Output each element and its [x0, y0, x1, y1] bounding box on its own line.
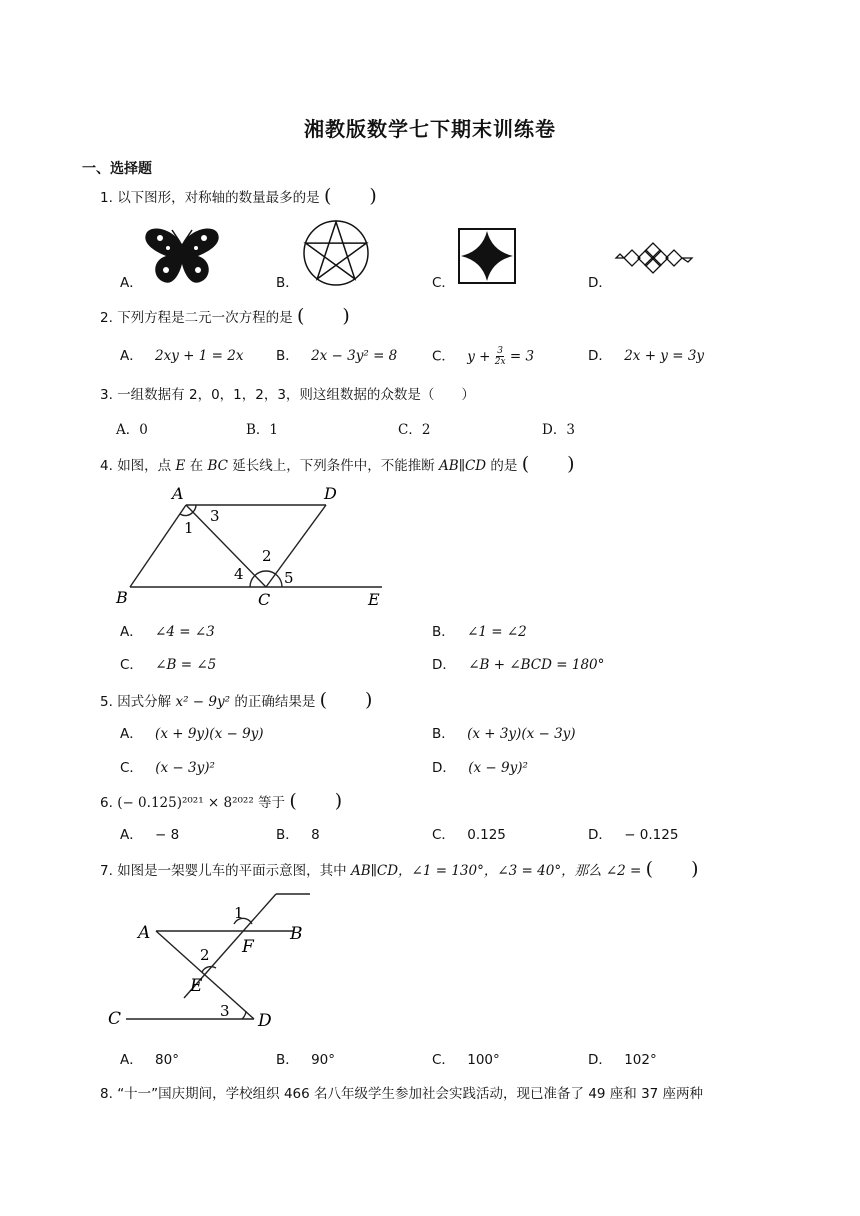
- question-number: 7.: [100, 863, 113, 879]
- point-b: B: [116, 588, 128, 607]
- option-c: [120, 758, 215, 778]
- option-d: D．3: [542, 422, 575, 438]
- option-label: C．: [120, 760, 143, 776]
- fraction-denominator: 2x: [494, 357, 506, 367]
- option-label: D．: [588, 1052, 612, 1068]
- option-value: ∠1 = ∠2: [467, 624, 527, 640]
- option-label: B．: [276, 348, 299, 364]
- parallel-condition: AB∥CD: [439, 458, 487, 474]
- option-label: B．: [276, 275, 299, 291]
- question-text: 以下图形，对称轴的数量最多的是: [117, 190, 320, 206]
- question-number: 2.: [100, 310, 113, 326]
- question-text: “十一”国庆期间，学校组织 466 名八年级学生参加社会实践活动，现已准备了 49 座和 37 座两种: [117, 1086, 704, 1102]
- option-c: C．2: [398, 422, 431, 438]
- star-in-square-icon: [458, 228, 516, 284]
- pentagram-in-circle-icon: [302, 219, 370, 287]
- option-value: (x + 9y)(x − 9y): [155, 726, 264, 742]
- question-text: 因式分解: [117, 694, 172, 710]
- angle-3-label: 3: [220, 1002, 230, 1020]
- expression: (− 0.125)²⁰²¹ × 8²⁰²²: [117, 795, 254, 811]
- question-1: [100, 186, 377, 208]
- option-label: C．: [120, 657, 143, 673]
- question-number: 5.: [100, 694, 113, 710]
- option-c: [432, 346, 534, 367]
- point-a: A: [172, 484, 184, 503]
- answer-paren: ( ): [645, 858, 699, 880]
- segment-label: BC: [207, 458, 228, 474]
- option-d: [588, 825, 678, 845]
- option-label: C．: [432, 348, 455, 365]
- option-label: C．: [432, 827, 455, 843]
- option-value: ∠B + ∠BCD = 180°: [468, 657, 605, 673]
- option-d: [588, 346, 704, 366]
- option-c: [120, 655, 216, 675]
- question-2: [100, 306, 350, 328]
- question-text: 延长线上，下列条件中，不能推断: [232, 458, 435, 474]
- angle-1-label: 1: [234, 904, 244, 922]
- option-label: B．: [276, 827, 299, 843]
- question-text: 的正确结果是: [234, 694, 316, 710]
- angle-4-label: 4: [234, 565, 244, 583]
- option-d: [588, 1050, 657, 1070]
- option-label: D．: [432, 760, 456, 776]
- question-4: [100, 454, 575, 476]
- option-value: 2x − 3y² = 8: [311, 348, 398, 364]
- question-text: 的是: [490, 458, 518, 474]
- option-label: B．: [432, 726, 455, 742]
- option-label: A．: [120, 726, 143, 742]
- question-number: 1.: [100, 190, 113, 206]
- angle-1-label: 1: [184, 519, 194, 537]
- option-value: (x + 3y)(x − 3y): [467, 726, 576, 742]
- option-a: [120, 724, 264, 744]
- question-8: [100, 1084, 703, 1104]
- question-text: 下列方程是二元一次方程的是: [117, 310, 293, 326]
- question-7: [100, 859, 699, 881]
- answer-paren: ( ): [319, 689, 373, 711]
- point-label: E: [175, 458, 186, 474]
- option-label: D．: [588, 348, 612, 364]
- question-text: 如图，点: [117, 458, 172, 474]
- option-label: A．: [120, 348, 143, 364]
- option-label: C．: [432, 275, 455, 291]
- angle-5-label: 5: [284, 569, 294, 587]
- option-value: ∠4 = ∠3: [155, 624, 215, 640]
- page-title: 湘教版数学七下期末训练卷: [304, 117, 556, 141]
- question-text: 如图是一架婴儿车的平面示意图，其中: [117, 863, 347, 879]
- answer-paren: ( ): [323, 185, 377, 207]
- question-number: 6.: [100, 795, 113, 811]
- option-value: − 8: [155, 827, 180, 843]
- option-label: C．: [432, 1052, 455, 1068]
- option-b: [276, 1050, 335, 1070]
- fraction: [495, 346, 506, 367]
- point-b: B: [290, 924, 303, 944]
- point-e: E: [368, 590, 380, 609]
- option-value: 2x + y = 3y: [624, 348, 705, 364]
- point-e: E: [190, 976, 203, 996]
- point-a: A: [138, 923, 151, 943]
- angle-3-label: 3: [210, 507, 220, 525]
- option-b: [276, 825, 320, 845]
- option-value: 90°: [311, 1052, 335, 1068]
- question-text: 等于: [258, 795, 286, 811]
- point-f: F: [242, 937, 254, 957]
- option-value: 102°: [624, 1052, 657, 1068]
- question-6: [100, 791, 342, 813]
- option-value: 0.125: [467, 827, 506, 843]
- option-value-suffix: = 3: [505, 348, 535, 365]
- answer-paren: ( ): [289, 790, 343, 812]
- angle-2-label: 2: [200, 946, 210, 964]
- option-label: B．: [276, 1052, 299, 1068]
- option-value: 8: [311, 827, 320, 843]
- question-number: 3.: [100, 387, 113, 403]
- option-b: B．1: [246, 422, 279, 438]
- option-b: [276, 346, 397, 366]
- option-a: [120, 346, 243, 366]
- option-b: [432, 724, 576, 744]
- point-d: D: [258, 1011, 272, 1031]
- question-text: 一组数据有 2，0，1，2，3，则这组数据的众数是（ ）: [117, 387, 475, 403]
- question-number: 4.: [100, 458, 113, 474]
- option-label: A．: [120, 624, 143, 640]
- answer-paren: ( ): [521, 453, 575, 475]
- option-value: − 0.125: [624, 827, 679, 843]
- option-value: (x − 3y)²: [155, 760, 215, 776]
- expression: x² − 9y²: [175, 694, 231, 710]
- question-3: [100, 385, 475, 405]
- option-label: A．: [120, 275, 143, 291]
- option-a: [120, 825, 179, 845]
- option-c: [432, 1050, 500, 1070]
- fraction-numerator: 3: [497, 346, 504, 356]
- option-label: B．: [432, 624, 455, 640]
- section-heading: 一、选择题: [82, 161, 152, 177]
- option-value-prefix: y +: [467, 348, 495, 365]
- condition: AB∥CD，∠1 = 130°，∠3 = 40°，那么 ∠2 =: [350, 863, 642, 879]
- option-a: A．0: [116, 422, 148, 438]
- butterfly-icon: [142, 226, 222, 288]
- option-value: ∠B = ∠5: [155, 657, 217, 673]
- option-d: [432, 655, 604, 675]
- option-label: D．: [588, 827, 612, 843]
- knot-pattern-icon: [612, 238, 696, 278]
- option-a: [120, 622, 215, 642]
- question-number: 8.: [100, 1086, 113, 1102]
- option-label: D．: [432, 657, 456, 673]
- option-d: [432, 758, 528, 778]
- option-value: 2xy + 1 = 2x: [155, 348, 244, 364]
- question-5: [100, 690, 372, 712]
- answer-paren: ( ): [296, 305, 350, 327]
- option-b: [432, 622, 527, 642]
- stroller-figure-q7: [104, 888, 324, 1034]
- angle-2-label: 2: [262, 547, 272, 565]
- option-label: A．: [120, 827, 143, 843]
- point-d: D: [324, 484, 337, 503]
- option-a: [120, 1050, 179, 1070]
- option-value: (x − 9y)²: [468, 760, 528, 776]
- geometry-figure-q4: [110, 483, 400, 613]
- point-c: C: [108, 1009, 122, 1029]
- option-value: 100°: [467, 1052, 500, 1068]
- option-label: D．: [588, 275, 612, 291]
- option-c: [432, 825, 506, 845]
- point-c: C: [258, 590, 271, 609]
- question-text: 在: [189, 458, 204, 474]
- option-label: A．: [120, 1052, 143, 1068]
- option-value: 80°: [155, 1052, 179, 1068]
